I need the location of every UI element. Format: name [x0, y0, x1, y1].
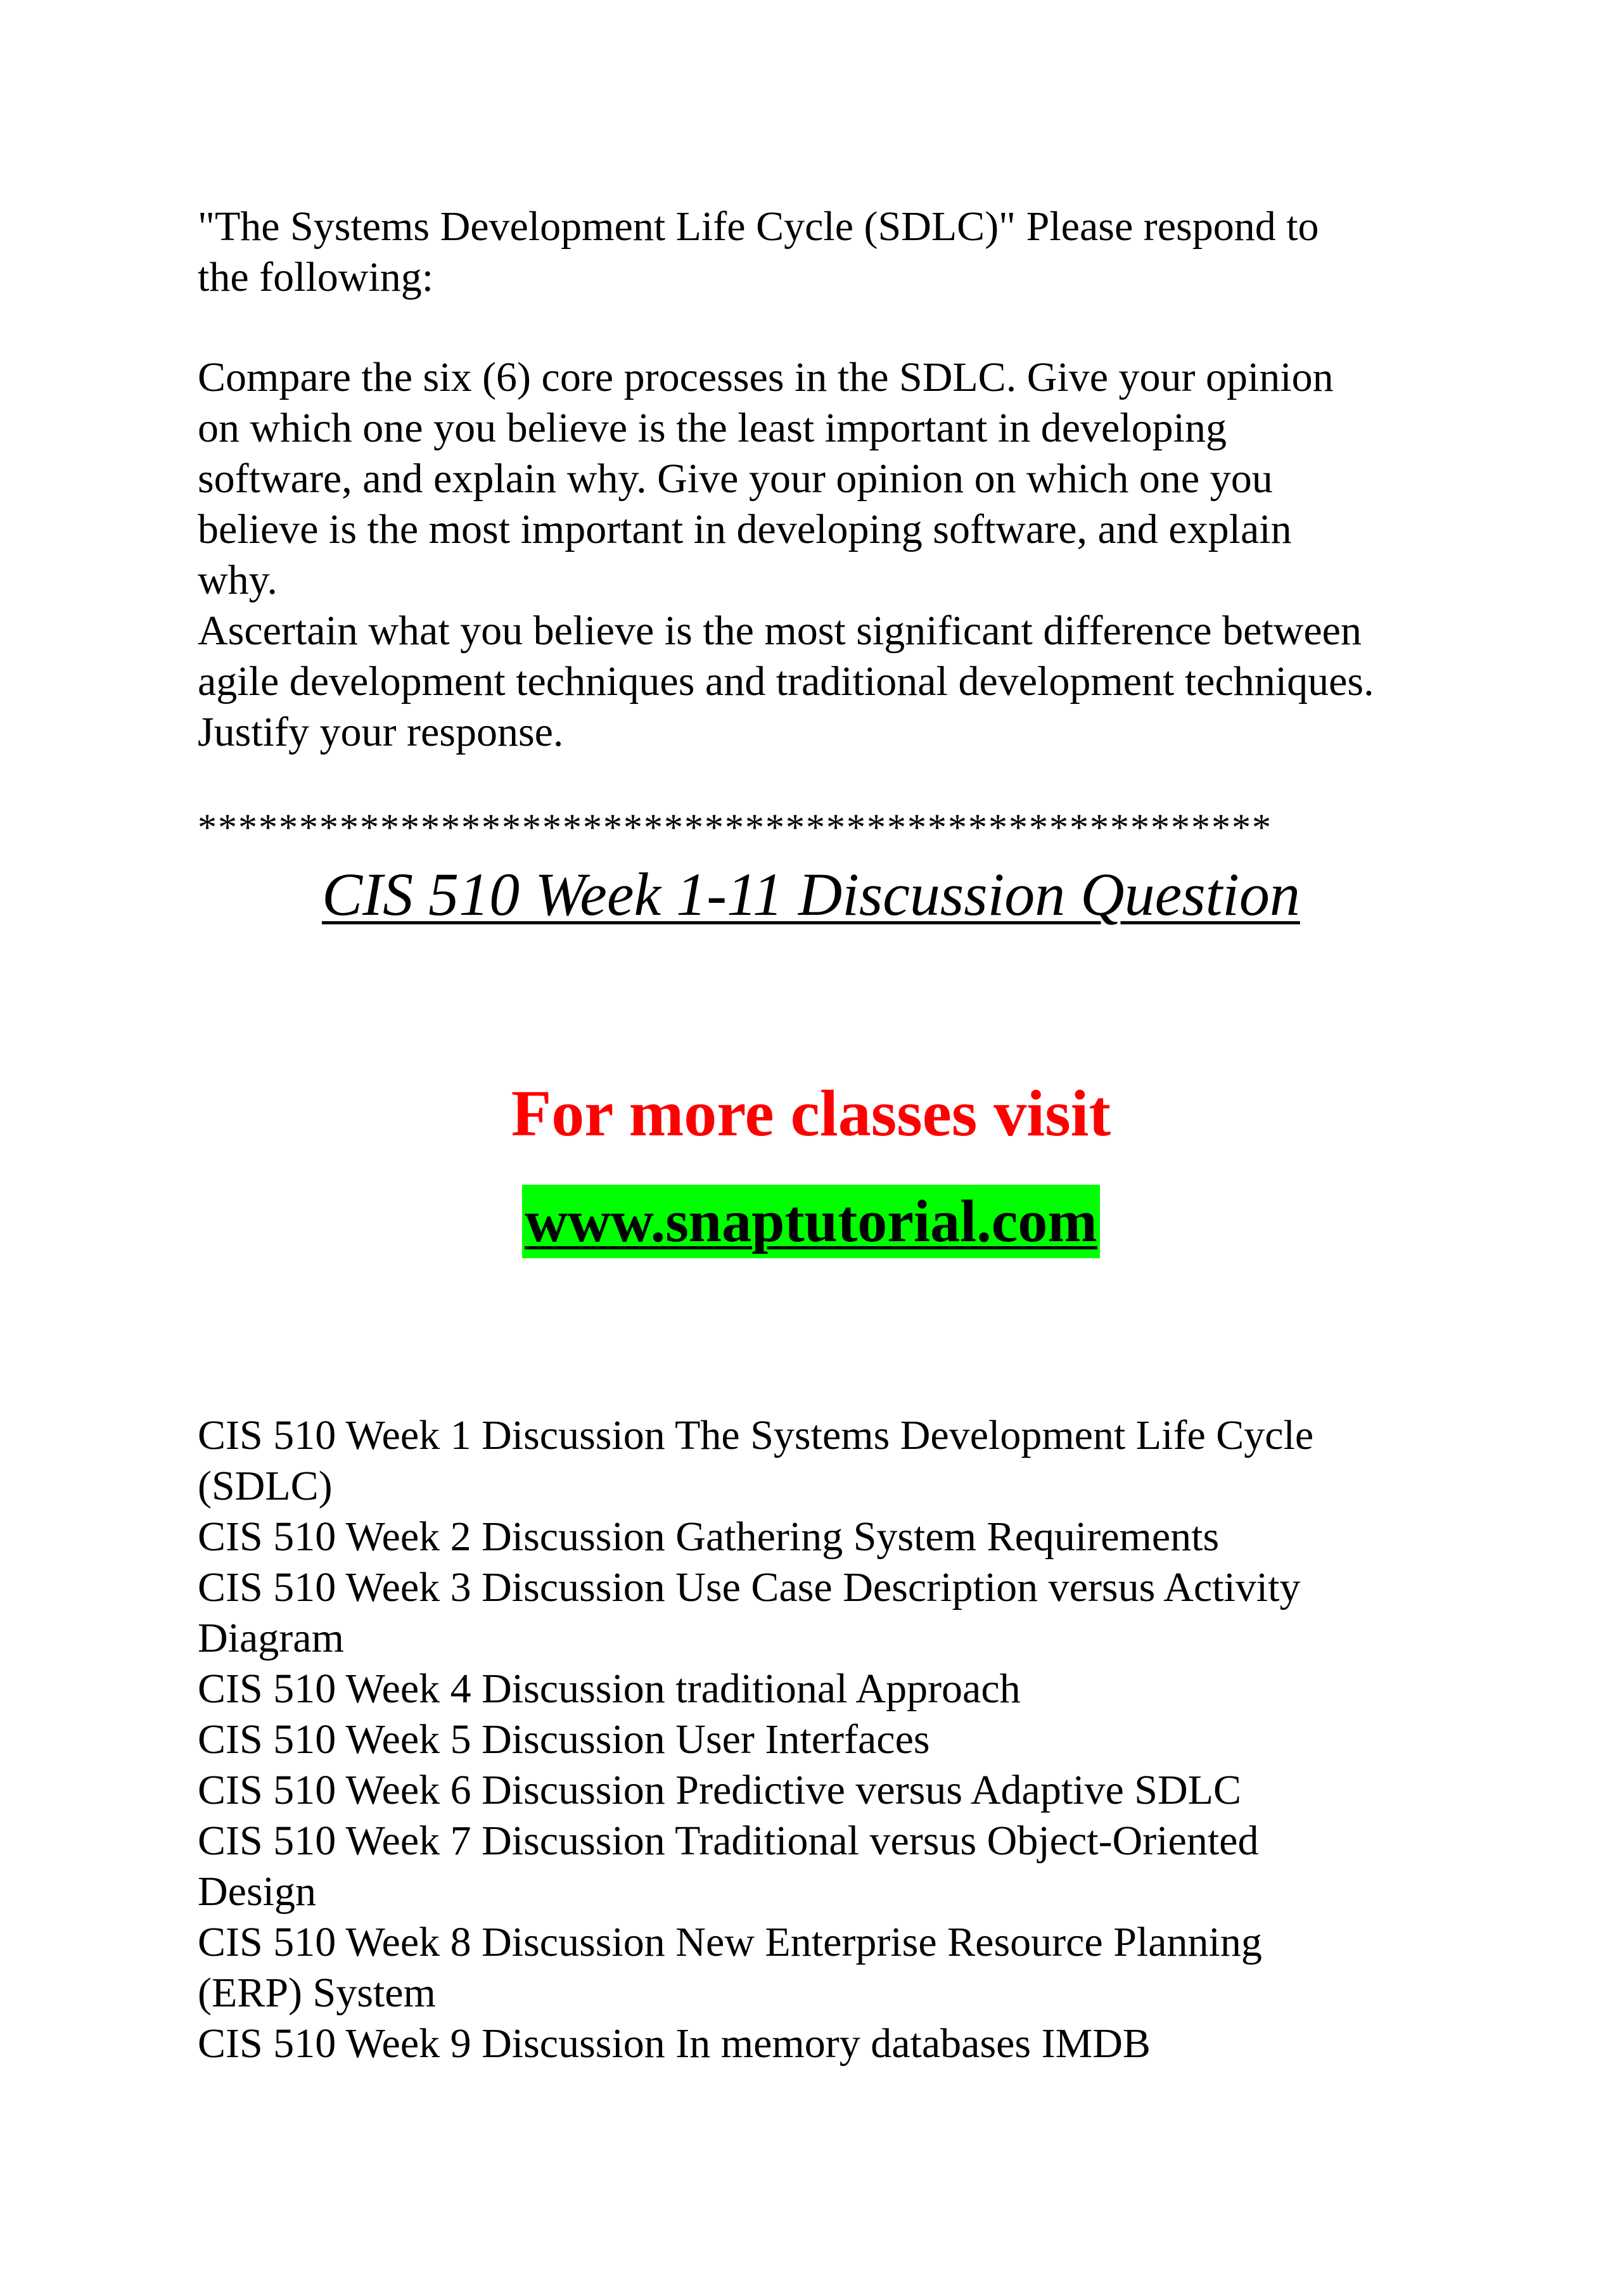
week-discussion-list [198, 1410, 1465, 2069]
list-item: CIS 510 Week 9 Discussion In memory databases IMDB [198, 2020, 1151, 2067]
question-text: Compare the six (6) core processes in the SDLC. Give your opinion on which one you believe is the least important in developing software, and explain why. Give your opinion on which one you believe is the most important in developing software, and explain why. Ascertain what you believe is the most significant difference between agile development techniques and traditional development techniques. Justify your response. [198, 354, 1374, 755]
list-item: CIS 510 Week 3 Discussion Use Case Description versus Activity Diagram [198, 1564, 1301, 1661]
promo-url-link[interactable]: www.snaptutorial.com [522, 1185, 1099, 1258]
list-item: CIS 510 Week 4 Discussion traditional Approach [198, 1666, 1021, 1712]
list-item: CIS 510 Week 2 Discussion Gathering System Requirements [198, 1514, 1220, 1560]
asterisk-divider: ***************************************************** [198, 807, 1272, 848]
list-item: CIS 510 Week 7 Discussion Traditional versus Object-Oriented Design [198, 1818, 1259, 1915]
list-item: CIS 510 Week 6 Discussion Predictive versus Adaptive SDLC [198, 1767, 1242, 1813]
document-title [0, 857, 1622, 933]
list-item: CIS 510 Week 8 Discussion New Enterprise Resource Planning (ERP) System [198, 1919, 1262, 2016]
promo-visit-text: For more classes visit [511, 1077, 1111, 1150]
list-item: CIS 510 Week 1 Discussion The Systems Development Life Cycle (SDLC) [198, 1412, 1314, 1509]
list-item: CIS 510 Week 5 Discussion User Interfaces [198, 1716, 930, 1763]
document-title-text: CIS 510 Week 1-11 Discussion Question [322, 860, 1300, 928]
intro-prompt: "The Systems Development Life Cycle (SDLC)" Please respond to the following: [198, 203, 1319, 300]
promo-url-container [0, 1185, 1622, 1258]
